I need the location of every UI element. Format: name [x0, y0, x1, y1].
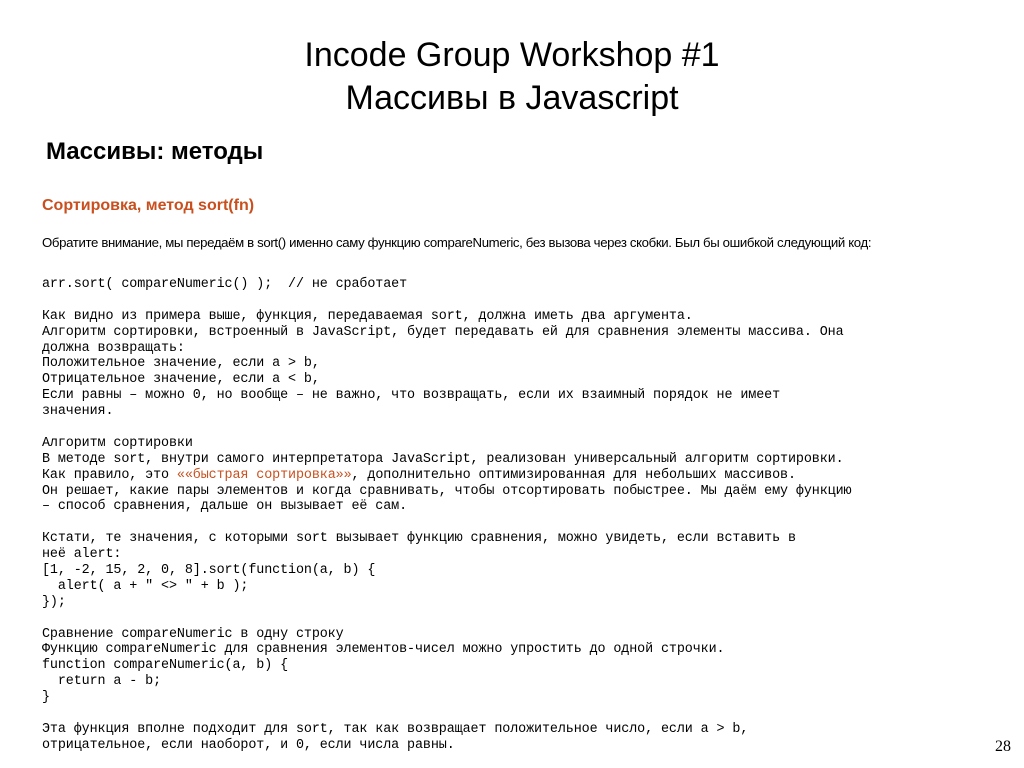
- body-line: Алгоритм сортировки, встроенный в JavaScript, будет передавать ей для сравнения элементы массива. Она: [42, 324, 844, 340]
- body-line: – способ сравнения, дальше он вызывает её сам.: [42, 499, 408, 515]
- body-line: Отрицательное значение, если a < b,: [42, 372, 320, 388]
- page-number: 28: [995, 738, 1011, 755]
- body-line-text: Как правило, это: [42, 467, 177, 483]
- body-line: Алгоритм сортировки: [42, 435, 193, 451]
- slide-title-line-2: Массивы в Javascript: [345, 79, 679, 117]
- slide-title-line-1: Incode Group Workshop #1: [304, 36, 720, 74]
- body-line: должна возвращать:: [42, 340, 185, 356]
- slide-subtitle: Массивы: методы: [46, 138, 264, 165]
- body-line: function compareNumeric(a, b) {: [42, 658, 289, 674]
- body-line: [1, -2, 15, 2, 0, 8].sort(function(a, b) {: [42, 563, 376, 579]
- body-line: [42, 293, 1012, 309]
- body-line: [42, 420, 1012, 436]
- body-line: Функцию compareNumeric для сравнения элементов-чисел можно упростить до одной строчки.: [42, 642, 725, 658]
- body-line: значения.: [42, 404, 114, 420]
- body-line: }: [42, 690, 50, 706]
- body-line: Кстати, те значения, с которыми sort вызывает функцию сравнения, можно увидеть, если вставить в: [42, 531, 796, 547]
- body-line: Как видно из примера выше, функция, передаваемая sort, должна иметь два аргумента.: [42, 308, 693, 324]
- body-line: [42, 611, 1012, 627]
- body-line: return a - b;: [42, 674, 162, 690]
- body-line: Он решает, какие пары элементов и когда сравнивать, чтобы отсортировать побыстрее. Мы даём ему функцию: [42, 483, 852, 499]
- body-line: Положительное значение, если a > b,: [42, 356, 320, 372]
- section-heading: Сортировка, метод sort(fn): [42, 197, 255, 214]
- body-line-text: , дополнительно оптимизированная для небольших массивов.: [351, 467, 796, 483]
- body-line: отрицательное, если наоборот, и 0, если числа равны.: [42, 737, 455, 753]
- body-line: Эта функция вполне подходит для sort, так как возвращает положительное число, если a > b,: [42, 721, 749, 737]
- body-line: [42, 515, 1012, 531]
- body-line: Сравнение compareNumeric в одну строку: [42, 626, 344, 642]
- body-line: В методе sort, внутри самого интерпретатора JavaScript, реализован универсальный алгоритм сортировки.: [42, 451, 844, 467]
- highlighted-term: ««быстрая сортировка»»: [176, 467, 352, 483]
- code-and-text-block: [42, 277, 1012, 754]
- body-line: arr.sort( compareNumeric() ); // не сработает: [42, 277, 408, 292]
- body-line: Если равны – можно 0, но вообще – не важно, что возвращать, если их взаимный порядок не имеет: [42, 388, 781, 404]
- intro-paragraph: Обратите внимание, мы передаём в sort() именно саму функцию compareNumeric, без вызова через скобки. Был бы ошибкой следующий код:: [42, 235, 872, 250]
- body-line: });: [42, 594, 66, 610]
- body-line: [42, 468, 1012, 484]
- body-line: [42, 706, 1012, 722]
- body-line: alert( a + " <> " + b );: [42, 578, 249, 594]
- slide-title: [0, 34, 1024, 120]
- body-line: неё alert:: [42, 547, 122, 563]
